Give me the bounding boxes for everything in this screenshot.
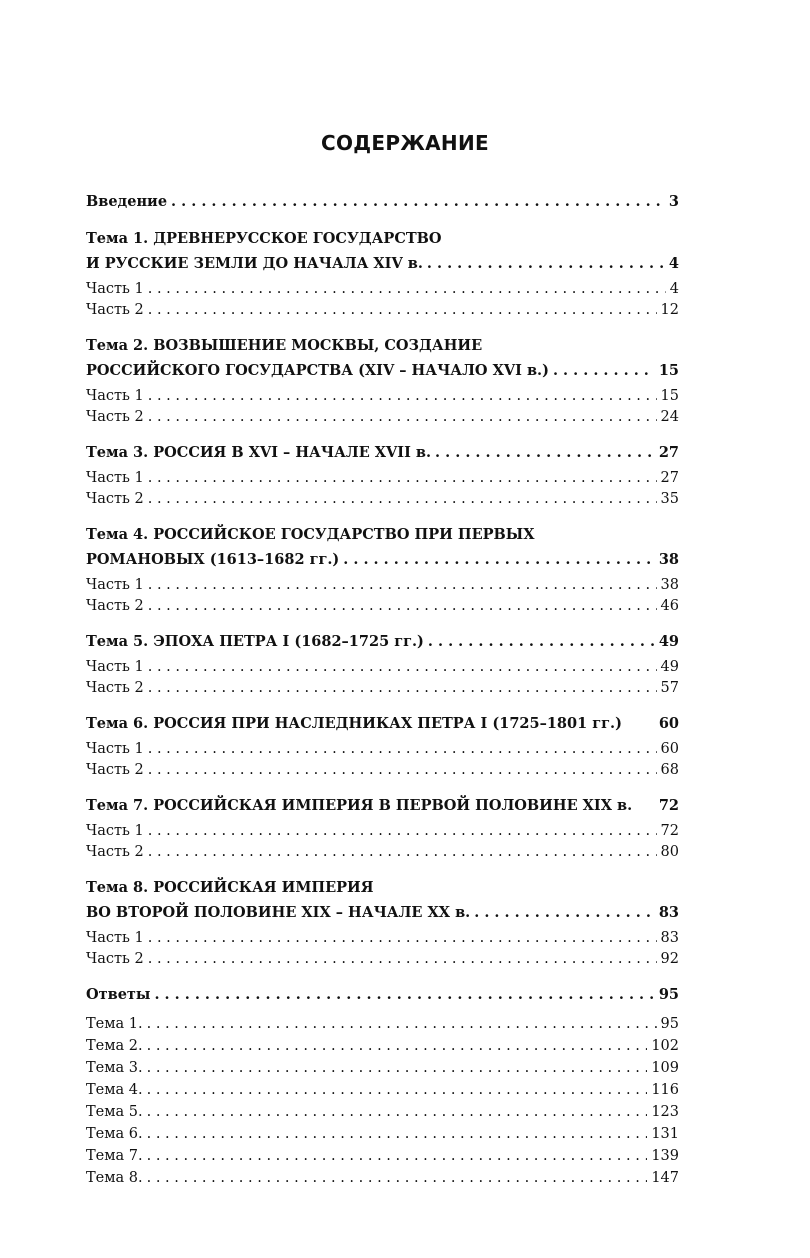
dot-leader	[553, 358, 655, 383]
toc-entry-answer-label: Тема 5.	[86, 1104, 143, 1120]
toc-entry-part-label: Часть 1	[86, 930, 144, 946]
dot-leader	[148, 407, 657, 428]
toc-topic-1	[86, 226, 679, 321]
dot-leader	[148, 657, 657, 678]
dot-leader	[148, 489, 657, 510]
dot-leader	[147, 1123, 648, 1145]
page-number: 139	[651, 1148, 679, 1164]
toc-entry-part[interactable]	[86, 949, 679, 970]
topic-heading[interactable]	[86, 547, 679, 572]
toc-entry-part[interactable]	[86, 760, 679, 781]
page-number: 4	[669, 281, 679, 297]
topic-heading-label: Тема 5. ЭПОХА ПЕТРА I (1682–1725 гг.)	[86, 633, 424, 650]
toc-entry-part-label: Часть 2	[86, 302, 144, 318]
dot-leader	[147, 1101, 648, 1123]
toc-entry-answer[interactable]	[86, 1145, 679, 1167]
dot-leader	[171, 189, 665, 214]
toc-entry-answer-label: Тема 8.	[86, 1170, 143, 1186]
toc-entry-part-label: Часть 1	[86, 281, 144, 297]
table-of-contents	[86, 189, 679, 1189]
toc-entry-part[interactable]	[86, 821, 679, 842]
dot-leader	[148, 575, 657, 596]
toc-entry-part-label: Часть 2	[86, 598, 144, 614]
dot-leader	[147, 1057, 648, 1079]
topic-heading-label: РОССИЙСКОГО ГОСУДАРСТВА (XIV – НАЧАЛО XVI в.)	[86, 362, 549, 379]
page-number: 109	[651, 1060, 679, 1076]
dot-leader	[435, 440, 655, 465]
topic-heading[interactable]	[86, 711, 679, 736]
toc-entry-part-label: Часть 1	[86, 823, 144, 839]
page-number: 12	[660, 302, 679, 318]
toc-entry-part[interactable]	[86, 279, 679, 300]
page-number: 60	[658, 715, 679, 732]
topic-heading[interactable]	[86, 251, 679, 276]
page-number: 102	[651, 1038, 679, 1054]
page-number: 24	[660, 409, 679, 425]
page-number: 27	[658, 444, 679, 461]
page-number: 147	[651, 1170, 679, 1186]
toc-entry-part-label: Часть 2	[86, 762, 144, 778]
page-number: 83	[658, 904, 679, 921]
toc-entry-answer-label: Тема 7.	[86, 1148, 143, 1164]
topic-heading-line: Тема 1. ДРЕВНЕРУССКОЕ ГОСУДАРСТВО	[86, 230, 442, 247]
dot-leader	[148, 386, 657, 407]
page-number: 116	[651, 1082, 679, 1098]
toc-entry-answer-label: Тема 2.	[86, 1038, 143, 1054]
toc-entry-part[interactable]	[86, 842, 679, 863]
dot-leader	[148, 821, 657, 842]
dot-leader	[148, 279, 666, 300]
toc-entry-part[interactable]	[86, 575, 679, 596]
dot-leader	[147, 1079, 648, 1101]
page-number: 83	[660, 930, 679, 946]
dot-leader	[147, 1013, 657, 1035]
dot-leader	[148, 678, 657, 699]
dot-leader	[148, 596, 657, 617]
toc-topic-2	[86, 333, 679, 428]
toc-entry-part[interactable]	[86, 386, 679, 407]
page-number: 60	[660, 741, 679, 757]
page-number: 15	[660, 388, 679, 404]
toc-entry-part[interactable]	[86, 468, 679, 489]
page-number: 72	[658, 797, 679, 814]
toc-entry-answer[interactable]	[86, 1013, 679, 1035]
topic-heading-label: ВО ВТОРОЙ ПОЛОВИНЕ XIX – НАЧАЛЕ XX в.	[86, 904, 471, 921]
page-number: 46	[660, 598, 679, 614]
dot-leader	[148, 300, 657, 321]
dot-leader	[147, 1145, 648, 1167]
topic-heading-line: Тема 2. ВОЗВЫШЕНИЕ МОСКВЫ, СОЗДАНИЕ	[86, 337, 483, 354]
topic-heading[interactable]	[86, 440, 679, 465]
toc-entry-part-label: Часть 2	[86, 844, 144, 860]
toc-entry-part-label: Часть 1	[86, 577, 144, 593]
page-number: 49	[660, 659, 679, 675]
toc-topic-3	[86, 440, 679, 510]
page-number: 57	[660, 680, 679, 696]
toc-topic-8	[86, 875, 679, 970]
page-number: 49	[658, 633, 679, 650]
dot-leader	[148, 842, 657, 863]
toc-entry-part[interactable]	[86, 657, 679, 678]
toc-entry-answer-label: Тема 6.	[86, 1126, 143, 1142]
dot-leader	[428, 629, 655, 654]
toc-entry-answer[interactable]	[86, 1123, 679, 1145]
toc-entry-answer[interactable]	[86, 1167, 679, 1189]
topic-heading-label: Тема 3. РОССИЯ В XVI – НАЧАЛЕ XVII в.	[86, 444, 432, 461]
dot-leader	[148, 949, 657, 970]
toc-topic-7	[86, 793, 679, 863]
toc-entry-intro-label: Введение	[86, 193, 168, 210]
toc-entry-answer-label: Тема 4.	[86, 1082, 143, 1098]
dot-leader	[148, 468, 657, 489]
page-number: 95	[658, 986, 679, 1003]
page-number: 123	[651, 1104, 679, 1120]
toc-entry-part[interactable]	[86, 489, 679, 510]
dot-leader	[154, 982, 654, 1007]
toc-entry-part-label: Часть 2	[86, 409, 144, 425]
page-number: 131	[651, 1126, 679, 1142]
page-number: 72	[660, 823, 679, 839]
toc-entry-answer[interactable]	[86, 1057, 679, 1079]
page-number: 68	[660, 762, 679, 778]
page-number: 3	[668, 193, 679, 210]
toc-entry-part-label: Часть 1	[86, 741, 144, 757]
toc-entry-answers[interactable]	[86, 982, 679, 1007]
toc-entry-answer[interactable]	[86, 1101, 679, 1123]
toc-entry-part[interactable]	[86, 678, 679, 699]
toc-entry-part-label: Часть 2	[86, 951, 144, 967]
topic-heading-label: Тема 7. РОССИЙСКАЯ ИМПЕРИЯ В ПЕРВОЙ ПОЛОВИНЕ XIX в.	[86, 797, 633, 814]
toc-entry-part[interactable]	[86, 596, 679, 617]
topic-heading[interactable]	[86, 629, 679, 654]
topic-heading-label: И РУССКИЕ ЗЕМЛИ ДО НАЧАЛА XIV в.	[86, 255, 423, 272]
topic-heading[interactable]	[86, 793, 679, 818]
dot-leader	[148, 760, 657, 781]
dot-leader	[148, 739, 657, 760]
toc-topic-4	[86, 522, 679, 617]
toc-topic-5	[86, 629, 679, 699]
toc-entry-intro[interactable]	[86, 189, 679, 214]
toc-entry-part-label: Часть 1	[86, 388, 144, 404]
dot-leader	[147, 1167, 648, 1189]
dot-leader	[474, 900, 655, 925]
dot-leader	[427, 251, 665, 276]
toc-entry-part-label: Часть 2	[86, 491, 144, 507]
page-number: 80	[660, 844, 679, 860]
toc-entry-answer-label: Тема 1.	[86, 1016, 143, 1032]
toc-entry-answer[interactable]	[86, 1035, 679, 1057]
page-number: 4	[668, 255, 679, 272]
topic-heading[interactable]	[86, 900, 679, 925]
toc-topic-6	[86, 711, 679, 781]
page-number: 95	[660, 1016, 679, 1032]
page-number: 15	[658, 362, 679, 379]
dot-leader	[147, 1035, 648, 1057]
topic-heading-line: Тема 4. РОССИЙСКОЕ ГОСУДАРСТВО ПРИ ПЕРВЫХ	[86, 526, 535, 543]
toc-entry-answers-label: Ответы	[86, 986, 151, 1003]
toc-entry-part[interactable]	[86, 739, 679, 760]
toc-entry-answer[interactable]	[86, 1079, 679, 1101]
dot-leader	[343, 547, 655, 572]
toc-entry-part[interactable]	[86, 407, 679, 428]
topic-heading[interactable]	[86, 358, 679, 383]
topic-heading-label: Тема 6. РОССИЯ ПРИ НАСЛЕДНИКАХ ПЕТРА I (1725–1801 гг.)	[86, 715, 622, 732]
toc-entry-part[interactable]	[86, 928, 679, 949]
toc-entry-part-label: Часть 2	[86, 680, 144, 696]
page-title: СОДЕРЖАНИЕ	[321, 131, 489, 155]
toc-entry-part-label: Часть 1	[86, 659, 144, 675]
toc-entry-part-label: Часть 1	[86, 470, 144, 486]
topic-heading-label: РОМАНОВЫХ (1613–1682 гг.)	[86, 551, 340, 568]
topic-heading-line: Тема 8. РОССИЙСКАЯ ИМПЕРИЯ	[86, 879, 374, 896]
toc-entry-answer-label: Тема 3.	[86, 1060, 143, 1076]
dot-leader	[148, 928, 657, 949]
page-number: 38	[660, 577, 679, 593]
page-number: 27	[660, 470, 679, 486]
page-number: 38	[658, 551, 679, 568]
toc-entry-part[interactable]	[86, 300, 679, 321]
page-number: 35	[660, 491, 679, 507]
page-number: 92	[660, 951, 679, 967]
